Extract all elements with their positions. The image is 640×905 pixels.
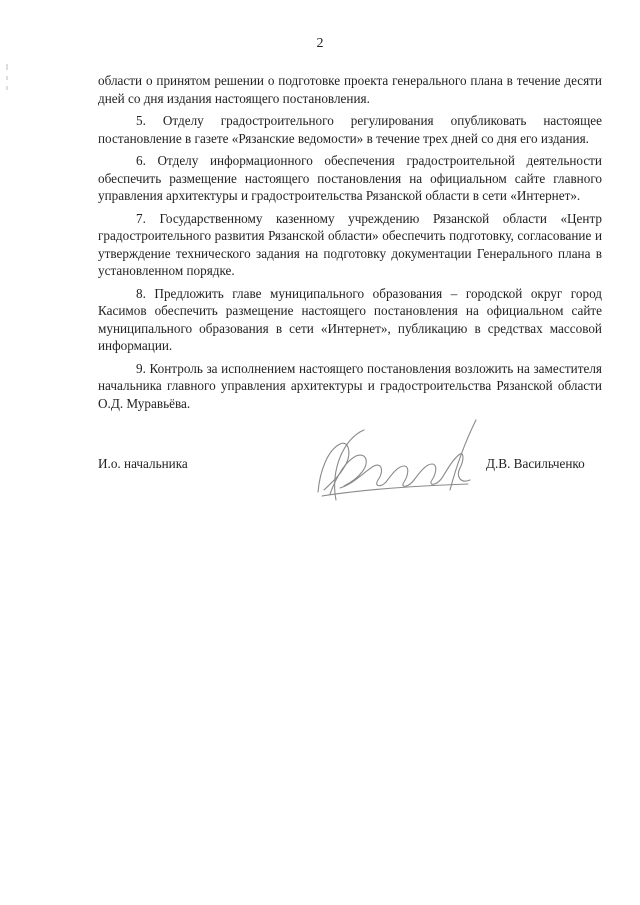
signatory-position: И.о. начальника (98, 456, 188, 471)
paragraph-9: 9. Контроль за исполнением настоящего постановления возложить на заместителя начальника главного управления архитектуры и градостроительства Рязанской области О.Д. Муравьёва. (98, 360, 602, 411)
margin-marks (4, 64, 10, 104)
document-body (98, 72, 602, 417)
signatory-name: Д.В. Васильченко (486, 456, 585, 471)
paragraph-8: 8. Предложить главе муниципального образования – городской округ город Касимов обеспечить размещение настоящего постановления на официальном сайте муниципального образования в сети «Интернет», публикацию в средствах массовой информации. (98, 285, 602, 353)
paragraph-7: 7. Государственному казенному учреждению Рязанской области «Центр градостроительного развития Рязанской области» обеспечить подготовку, согласование и утверждение технического задания на подготовку документации Генерального плана в установленном порядке. (98, 210, 602, 278)
paragraph-continuation: области о принятом решении о подготовке проекта генерального плана в течение десяти дней со дня издания настоящего постановления. (98, 73, 602, 106)
paragraph-5: 5. Отделу градостроительного регулирования опубликовать настоящее постановление в газете «Рязанские ведомости» в течение трех дней со дня его издания. (98, 113, 602, 146)
paragraph-6: 6. Отделу информационного обеспечения градостроительной деятельности обеспечить размещение настоящего постановления на официальном сайте главного управления архитектуры и градостроительства Рязанской области в сети «Интернет». (98, 153, 602, 203)
page-number: 2 (316, 36, 324, 51)
handwritten-signature (300, 400, 490, 510)
